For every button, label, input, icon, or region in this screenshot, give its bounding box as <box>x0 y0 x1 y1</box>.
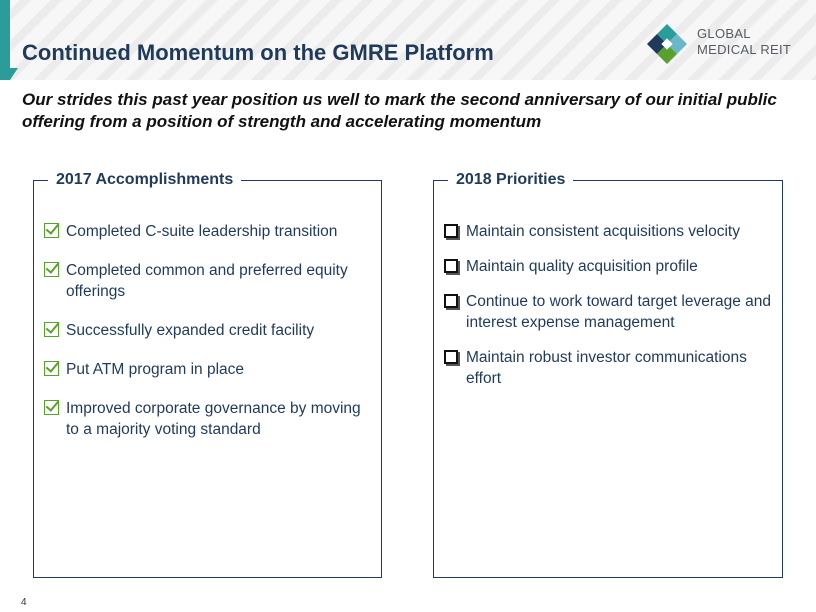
page-title: Continued Momentum on the GMRE Platform <box>22 40 494 65</box>
logo-wordmark <box>697 26 791 58</box>
list-item <box>44 221 373 242</box>
priorities-title: 2018 Priorities <box>448 170 573 190</box>
accent-bar <box>0 0 10 80</box>
priorities-panel <box>433 171 783 578</box>
checked-box-icon <box>44 223 59 238</box>
empty-box-icon <box>444 294 458 308</box>
checked-box-icon <box>44 361 59 376</box>
list-item-label: Maintain consistent acquisitions velocity <box>466 223 740 240</box>
list-item <box>444 347 774 389</box>
accomplishments-title: 2017 Accomplishments <box>48 170 241 190</box>
list-item-label: Improved corporate governance by moving to a majority voting standard <box>66 400 361 438</box>
logo-line-1: GLOBAL <box>697 26 751 41</box>
list-item <box>44 260 373 302</box>
list-item-label: Maintain robust investor communications effort <box>466 349 747 387</box>
checked-box-icon <box>44 400 59 415</box>
logo-line-2: MEDICAL REIT <box>697 42 792 57</box>
list-item <box>44 398 373 440</box>
list-item-label: Put ATM program in place <box>66 361 245 378</box>
checked-box-icon <box>44 262 59 277</box>
accomplishments-panel <box>33 171 382 578</box>
list-item <box>44 359 373 380</box>
priorities-list <box>444 221 774 403</box>
list-item-label: Maintain quality acquisition profile <box>466 258 698 275</box>
list-item <box>444 221 774 242</box>
empty-box-icon <box>444 350 458 364</box>
page-number: 4 <box>21 597 27 608</box>
list-item-label: Completed common and preferred equity offerings <box>66 262 348 300</box>
company-logo <box>645 22 805 66</box>
list-item-label: Continue to work toward target leverage and interest expense management <box>466 293 772 331</box>
accomplishments-list <box>44 221 373 458</box>
list-item <box>444 291 774 333</box>
list-item <box>444 256 774 277</box>
list-item-label: Successfully expanded credit facility <box>66 322 315 339</box>
accent-triangle <box>10 68 18 80</box>
empty-box-icon <box>444 259 458 273</box>
page-subtitle: Our strides this past year position us well to mark the second anniversary of our initial public offering from a position of strength and accelerating momentum <box>22 90 777 131</box>
empty-box-icon <box>444 224 458 238</box>
checked-box-icon <box>44 322 59 337</box>
list-item <box>44 320 373 341</box>
list-item-label: Completed C-suite leadership transition <box>66 223 338 240</box>
logo-mark-icon <box>645 22 689 66</box>
